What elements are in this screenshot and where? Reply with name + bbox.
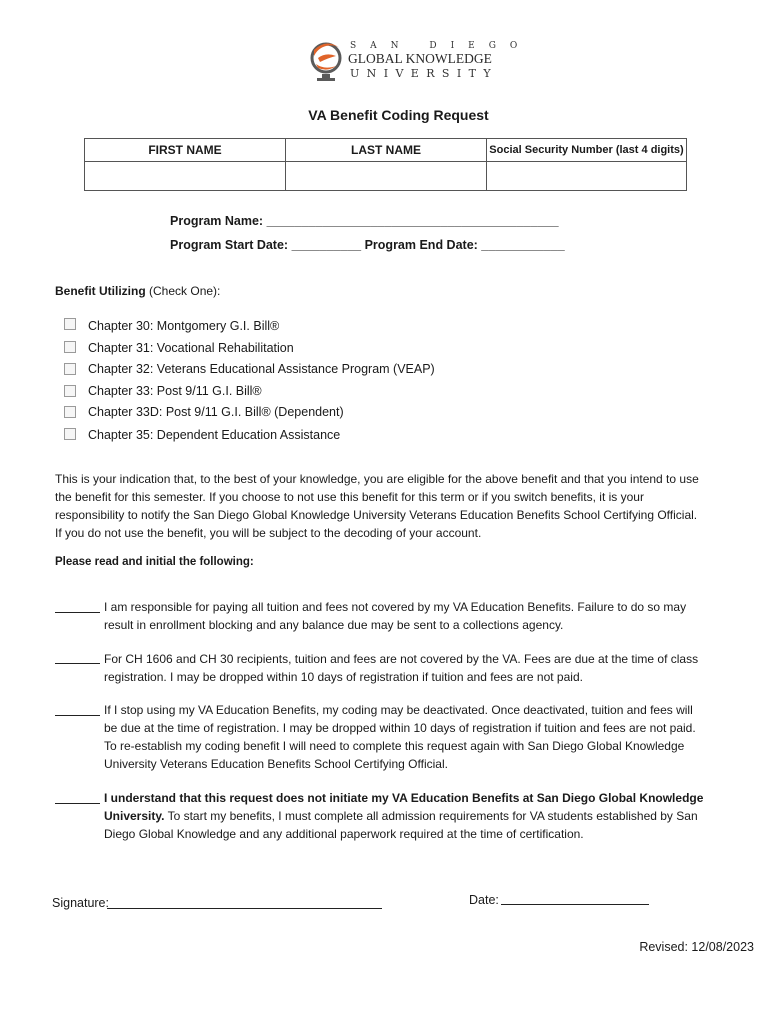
program-name-blank[interactable]: __________________________________________ — [266, 214, 559, 228]
option-chapter-33: Chapter 33: Post 9/11 G.I. Bill® — [88, 384, 262, 398]
checkbox-chapter-31[interactable] — [64, 341, 76, 353]
option-chapter-35: Chapter 35: Dependent Education Assistance — [88, 428, 341, 442]
program-end-blank[interactable]: ____________ — [481, 238, 565, 252]
checkbox-chapter-33d[interactable] — [64, 406, 76, 418]
program-dates-line — [170, 238, 565, 252]
signature-label: Signature: — [52, 896, 109, 910]
date-label: Date: — [469, 893, 499, 907]
benefit-heading-hint: (Check One): — [149, 284, 221, 298]
last-name-field[interactable] — [286, 162, 487, 191]
signature-line[interactable] — [107, 908, 382, 909]
option-chapter-32: Chapter 32: Veterans Educational Assistance Program (VEAP) — [88, 362, 435, 376]
statement-2: For CH 1606 and CH 30 recipients, tuition and fees are not covered by the VA. Fees are due at the time of class registration. I may be dropped within 10 days of registration if tuition and fees are not paid. — [104, 652, 699, 684]
option-chapter-31: Chapter 31: Vocational Rehabilitation — [88, 341, 294, 355]
initial-blank-3[interactable] — [55, 715, 100, 716]
checkbox-chapter-30[interactable] — [64, 318, 76, 330]
last-name-header: LAST NAME — [286, 139, 487, 162]
statement-4 — [104, 789, 704, 843]
statement-3: If I stop using my VA Education Benefits, my coding may be deactivated. Once deactivated, tuition and fees will be due at the time of registration. I may be dropped within 10 days of registration if tuition and fees are not paid. To re-establish my coding benefit I will need to complete this request again with San Diego Global Knowledge University Veterans Education Benefits School Certifying Official. — [104, 703, 696, 771]
benefit-heading-label: Benefit Utilizing — [55, 284, 146, 298]
date-line[interactable] — [501, 904, 649, 905]
statement-4-bold: I understand that this request does not initiate my VA Education Benefits at San Diego Global Knowledge University. — [104, 791, 704, 823]
initial-blank-2[interactable] — [55, 663, 100, 664]
initial-blank-1[interactable] — [55, 612, 100, 613]
ssn-header: Social Security Number (last 4 digits) — [487, 139, 687, 162]
indication-paragraph: This is your indication that, to the best of your knowledge, you are eligible for the above benefit and that you intend to use the benefit for this semester. If you choose to not use this benefit for this term or if you switch benefits, it is your responsibility to notify the San Diego Global Knowledge University Veterans Education Benefits School Certifying Official. If you do not use the benefit, you will be subject to the decoding of your account. — [55, 472, 699, 540]
statement-4-text: To start my benefits, I must complete all admission requirements for VA students established by San Diego Global Knowledge and any additional paperwork required at the time of certification. — [104, 809, 698, 841]
initial-blank-4[interactable] — [55, 803, 100, 804]
checkbox-chapter-35[interactable] — [64, 428, 76, 440]
logo-line-global-knowledge: GLOBAL KNOWLEDGE — [348, 51, 492, 66]
logo-line-san-diego: SAN DIEGO — [350, 41, 532, 51]
program-end-label: Program End Date: — [364, 238, 478, 252]
student-info-table — [84, 138, 687, 191]
ssn-field[interactable] — [487, 162, 687, 191]
first-name-header: FIRST NAME — [85, 139, 286, 162]
benefit-heading — [55, 284, 220, 298]
checkbox-chapter-32[interactable] — [64, 363, 76, 375]
program-name-label: Program Name: — [170, 214, 264, 228]
checkbox-chapter-33[interactable] — [64, 385, 76, 397]
revised-date: Revised: 12/08/2023 — [639, 940, 754, 954]
program-name-line[interactable] — [170, 214, 559, 228]
logo-line-university: UNIVERSITY — [350, 67, 498, 80]
option-chapter-30: Chapter 30: Montgomery G.I. Bill® — [88, 319, 280, 333]
program-start-blank[interactable]: __________ — [291, 238, 362, 252]
program-start-label: Program Start Date: — [170, 238, 289, 252]
read-initial-heading: Please read and initial the following: — [55, 556, 254, 568]
first-name-field[interactable] — [85, 162, 286, 191]
option-chapter-33d: Chapter 33D: Post 9/11 G.I. Bill® (Dependent) — [88, 405, 344, 419]
statement-1: I am responsible for paying all tuition and fees not covered by my VA Education Benefits. Failure to do so may result in enrollment blocking and any balance due may be sent to a collections agency. — [104, 600, 687, 632]
page-title: VA Benefit Coding Request — [308, 107, 489, 123]
